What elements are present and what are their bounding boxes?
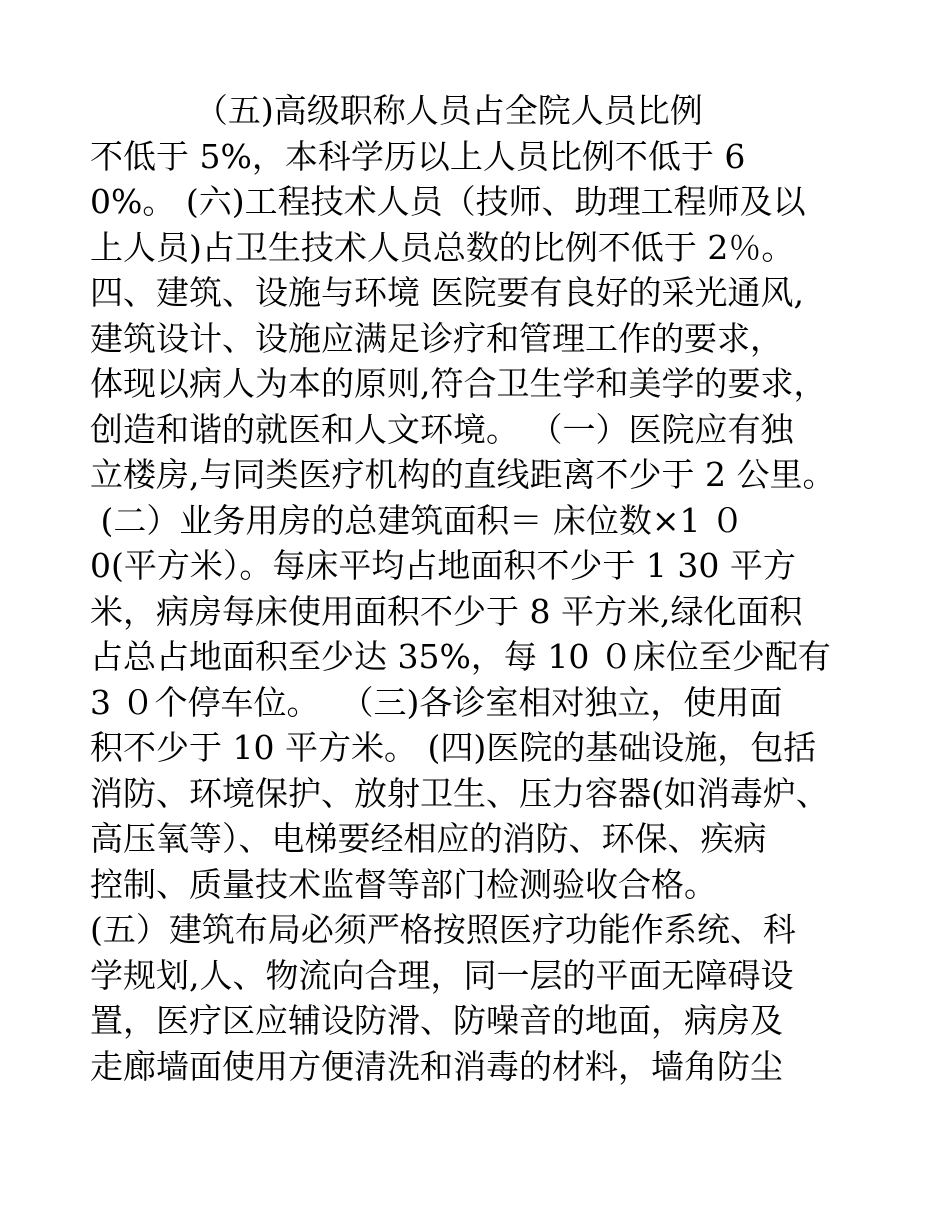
text-line: 高压氧等）、电梯要经相应的消防、环保、疾病 bbox=[90, 819, 767, 858]
text-line: 四、建筑、设施与环境 医院要有良好的采光通风, bbox=[90, 273, 804, 312]
text-line: 0%。 (六)工程技术人员（技师、助理工程师及以 bbox=[90, 182, 806, 221]
text-line: 消防、环境保护、放射卫生、压力容器(如消毒炉、 bbox=[90, 773, 829, 813]
text-line: 不低于 5%，本科学历以上人员比例不低于 6 bbox=[90, 136, 746, 176]
text-line: 占总占地面积至少达 35%，每 10 ０床位至少配有 bbox=[90, 637, 831, 676]
text-line: 学规划,人、物流向合理，同一层的平面无障碍设 bbox=[90, 955, 794, 995]
document-body bbox=[90, 88, 890, 1089]
text-line: 0(平方米）。每床平均占地面积不少于 1 30 平方 bbox=[90, 546, 796, 585]
text-line: 体现以病人为本的原则,符合卫生学和美学的要求， bbox=[90, 364, 827, 403]
text-line: 走廊墙面使用方便清洗和消毒的材料，墙角防尘 bbox=[90, 1046, 783, 1086]
text-line: (五）建筑布局必须严格按照医疗功能作系统、科 bbox=[90, 910, 796, 949]
text-line: 上人员)占卫生技术人员总数的比例不低于 2％。 bbox=[90, 227, 795, 267]
text-line: 积不少于 10 平方米。 (四)医院的基础设施，包括 bbox=[90, 728, 817, 767]
text-line: 米，病房每床使用面积不少于 8 平方米,绿化面积 bbox=[90, 591, 803, 631]
text-line: 创造和谐的就医和人文环境。 （一）医院应有独 bbox=[90, 409, 794, 449]
text-line: （五)高级职称人员占全院人员比例 bbox=[90, 91, 703, 130]
text-line: 立楼房,与同类医疗机构的直线距离不少于 2 公里。 bbox=[90, 455, 836, 494]
text-line: 控制、质量技术监督等部门检测验收合格。 bbox=[90, 864, 717, 904]
text-line: (二）业务用房的总建筑面积＝ 床位数×1 ０ bbox=[90, 500, 744, 540]
text-line: 3 ０个停车位。 （三)各诊室相对独立，使用面 bbox=[90, 682, 783, 722]
text-line: 建筑设计、设施应满足诊疗和管理工作的要求， bbox=[90, 318, 783, 358]
text-line: 置，医疗区应辅设防滑、防噪音的地面，病房及 bbox=[90, 1001, 783, 1040]
